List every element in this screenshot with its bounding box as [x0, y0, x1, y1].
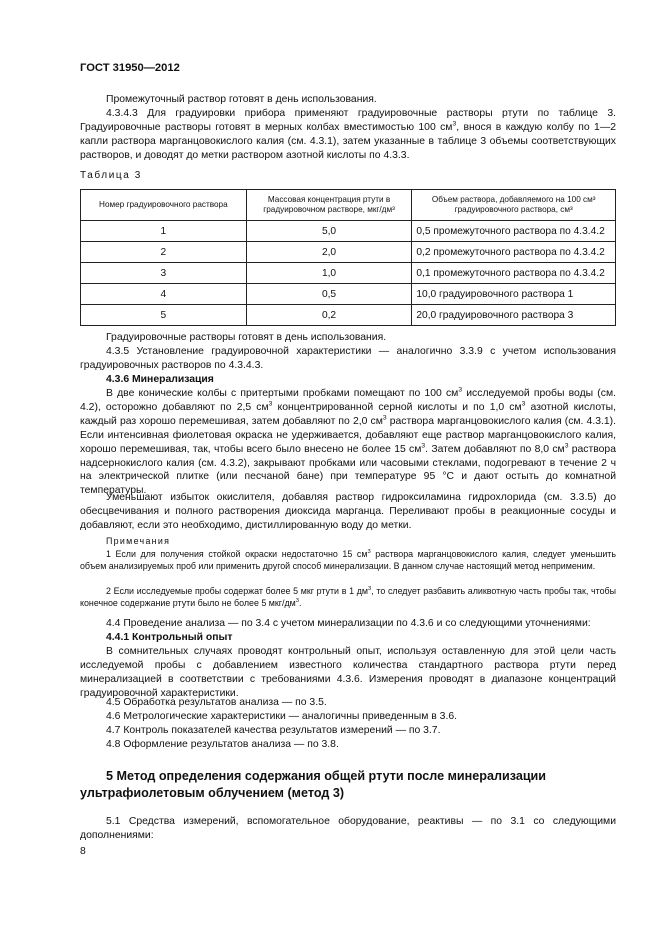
paragraph-intermediate-solution: Промежуточный раствор готовят в день использования. — [106, 94, 377, 105]
cell-volume: 20,0 градуировочного раствора 3 — [412, 305, 616, 326]
paragraph-mineralization: В две конические колбы с притертыми пробками помещают по 100 $см^3$ исследуемой пробы воды (см. 4.2), осторожно добавляют по 2,5 $см^3$ концентрированной серной кислоты и по 1,0 $см^3$ азотной кислоты, каждый раз хорошо перемешивая, затем добавляют по 2,0 $см^3$ раствора марганцовокислого калия (см. 4.3.1). Если интенсивная фиолетовая окраска не удерживается, добавляют еще раствор марганцовокислого калия, хорошо перемешивая, так, чтобы всего было внесено не более 15 $см^3$. Затем добавляют по 8,0 $см^3$ раствора надсернокислого калия (см. 4.3.2), закрывают пробками или часовыми стеклами, подогревают в течение 2 ч на электрической плитке (или песчаной бане) при температуре 95 °С и дают остыть до комнатной температуры. — [80, 386, 617, 497]
paragraph-control-experiment: В сомнительных случаях проводят контрольный опыт, используя оставленную для этой цели часть исследуемой пробы с добавлением известного количества стандартного раствора ртути перед минерализацией в соответствии с требованиями 4.3.6. Измерения проводят в диапазоне концентраций градуировочной характеристики. — [80, 646, 616, 699]
cell-number: 2 — [81, 242, 247, 263]
col-header-mass-concentration: Массовая концентрация ртути в градуировочном растворе, мкг/дм³ — [246, 190, 412, 221]
cell-volume: 10,0 градуировочного раствора 1 — [412, 284, 616, 305]
paragraph-5-1: 5.1 Средства измерений, вспомогательное оборудование, реактивы — по 3.1 со следующими дополнениями: — [80, 816, 616, 841]
item-4-6: 4.6 Метрологические характеристики — аналогичны приведенным в 3.6. — [106, 711, 458, 722]
paragraph-oxidizer-reduction: Уменьшают избыток окислителя, добавляя раствор гидроксиламина гидрохлорида (см. 3.3.5) до обесцвечивания и полного растворения диоксида марганца. Переливают пробы в реакционные сосуды и добавляют, если это необходимо, дистиллированную воду до метки. — [80, 492, 616, 531]
section-5-heading: 5 Метод определения содержания общей ртути после минерализации ультрафиолетовым облучением (метод 3) — [80, 769, 547, 800]
table-caption: Таблица 3 — [80, 170, 142, 181]
table-row — [81, 221, 616, 242]
item-4-8: 4.8 Оформление результатов анализа — по 3.8. — [106, 739, 339, 750]
col-header-volume: Объем раствора, добавляемого на 100 см³ градуировочного раствора, см³ — [412, 190, 616, 221]
cell-number: 5 — [81, 305, 247, 326]
table-row — [81, 305, 616, 326]
col-header-solution-number: Номер градуировочного раствора — [81, 190, 247, 221]
cell-number: 1 — [81, 221, 247, 242]
cell-number: 4 — [81, 284, 247, 305]
cell-number: 3 — [81, 263, 247, 284]
cell-volume: 0,5 промежуточного раствора по 4.3.4.2 — [412, 221, 616, 242]
paragraph-calibration-day: Градуировочные растворы готовят в день использования. — [106, 332, 387, 343]
table-row — [81, 284, 616, 305]
heading-4-3-6: 4.3.6 Минерализация — [106, 374, 214, 385]
paragraph-4-3-5: 4.3.5 Установление градуировочной характеристики — аналогично 3.3.9 с учетом использования градуировочных растворов по 4.3.4.3. — [80, 346, 616, 371]
cell-volume: 0,1 промежуточного раствора по 4.3.4.2 — [412, 263, 616, 284]
page-number: 8 — [80, 846, 86, 857]
paragraph-4-4: 4.4 Проведение анализа — по 3.4 с учетом минерализации по 4.3.6 и со следующими уточнениями: — [106, 618, 591, 629]
notes-title: Примечания — [106, 536, 171, 546]
cell-concentration: 0,2 — [246, 305, 412, 326]
cell-concentration: 5,0 — [246, 221, 412, 242]
table-row — [81, 263, 616, 284]
item-4-5: 4.5 Обработка результатов анализа — по 3.5. — [106, 697, 327, 708]
table-header-row — [81, 190, 616, 221]
table-body — [81, 221, 616, 326]
cell-volume: 0,2 промежуточного раствора по 4.3.4.2 — [412, 242, 616, 263]
heading-4-4-1: 4.4.1 Контрольный опыт — [106, 632, 233, 643]
note-1: 1 Если для получения стойкой окраски недостаточно 15 $см^3$ раствора марганцовокислого калия, следует уменьшить объем анализируемых проб или применить другой способ минерализации. В данном случае настоящий метод неприменим. — [80, 549, 616, 572]
paragraph-4-3-4-3: 4.3.4.3 Для градуировки прибора применяют градуировочные растворы ртути по таблице 3. Градуировочные растворы готовят в мерных колбах вместимостью 100 $см^3$, внося в каждую колбу по 1—2 капли раствора марганцовокислого калия (см. 4.3.1), затем указанные в таблице 3 объемы соответствующих растворов, и доводят до метки раствором азотной кислоты по 4.3.3. — [80, 108, 616, 161]
cell-concentration: 2,0 — [246, 242, 412, 263]
calibration-table — [80, 189, 616, 326]
table-row — [81, 242, 616, 263]
page-header: ГОСТ 31950—2012 — [80, 62, 180, 74]
item-4-7: 4.7 Контроль показателей качества результатов измерений — по 3.7. — [106, 725, 441, 736]
cell-concentration: 0,5 — [246, 284, 412, 305]
cell-concentration: 1,0 — [246, 263, 412, 284]
note-2: 2 Если исследуемые пробы содержат более 5 мкг ртути в 1 $дм^3$, то следует разбавить аликвотную часть пробы так, чтобы конечное содержание ртути было не более 5 мкг/$дм^3$. — [80, 586, 616, 609]
